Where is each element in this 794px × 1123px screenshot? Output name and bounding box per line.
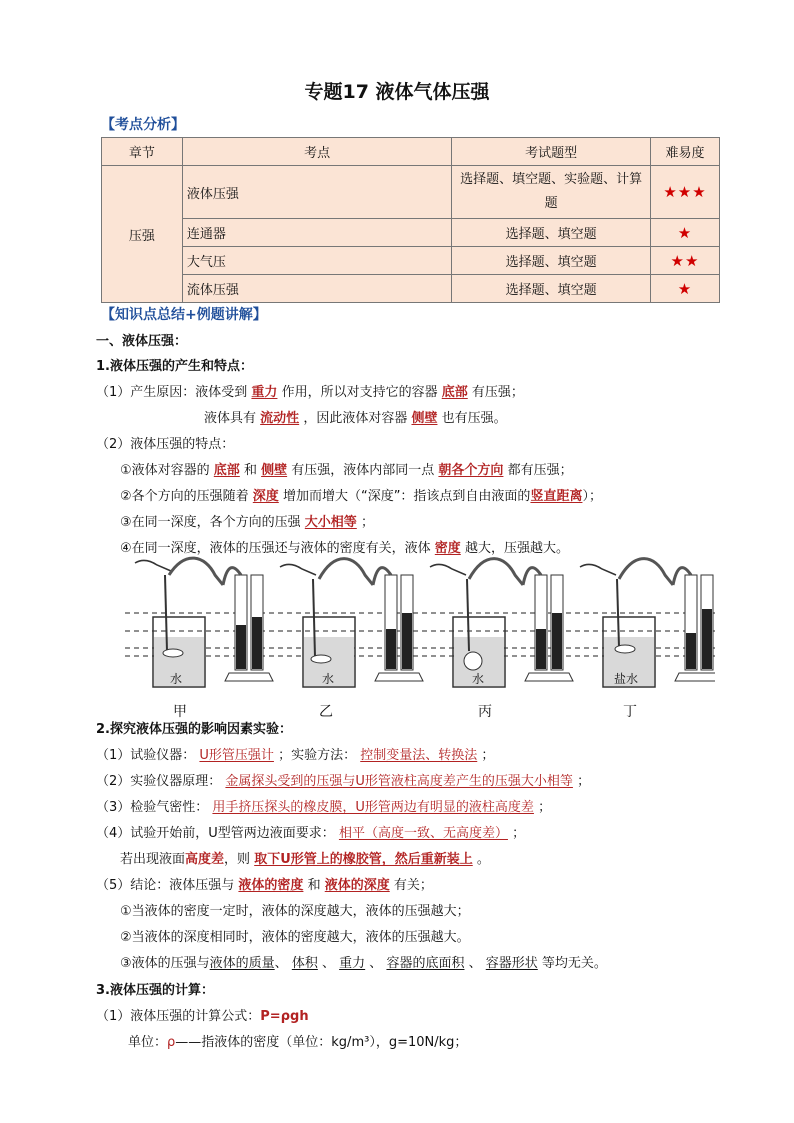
answer-blank: 大小相等 <box>304 515 357 530</box>
text-span: （1）试验仪器： <box>96 748 196 763</box>
table-row <box>102 275 720 303</box>
heading-liquid-pressure: 一、液体压强： <box>96 334 188 349</box>
answer-blank: 底部 <box>441 385 468 400</box>
text-line <box>96 384 524 402</box>
symbol-rho: ρ <box>167 1035 176 1050</box>
difficulty-stars: ★ <box>651 275 720 303</box>
setup-bing <box>430 559 573 687</box>
table-header-row <box>102 138 720 166</box>
text-line <box>96 1008 309 1026</box>
answer-blank: 密度 <box>434 541 461 556</box>
answer-blank: 侧壁 <box>261 463 288 478</box>
answer-blank: 控制变量法、转换法 <box>360 748 478 763</box>
text-line <box>128 1034 467 1052</box>
chapter-cell: 压强 <box>102 166 183 303</box>
answer-blank: 流动性 <box>260 411 300 426</box>
answer-blank: 液体的深度 <box>324 878 390 893</box>
section-heading-summary: 【知识点总结+例题讲解】 <box>101 307 267 323</box>
setup-jia <box>135 558 273 687</box>
type-cell: 选择题、填空题 <box>452 247 651 275</box>
type-cell <box>452 166 651 219</box>
text-line <box>96 799 551 817</box>
section-heading-analysis: 【考点分析】 <box>101 117 185 133</box>
type-line: 选择题、填空题、实验题、计算 <box>460 172 643 187</box>
text-span: 越大，压强越大。 <box>464 541 569 556</box>
text-span: 也有压强。 <box>441 411 507 426</box>
text-line <box>120 955 607 973</box>
text-span: 、 <box>321 956 335 971</box>
text-line <box>204 410 507 428</box>
text-span: 有关； <box>393 878 433 893</box>
text-span: 等均无关。 <box>541 956 607 971</box>
text-span: 、 <box>369 956 383 971</box>
text-span: ； <box>512 826 526 841</box>
text-span: ； <box>360 515 374 530</box>
difficulty-stars: ★★ <box>651 247 720 275</box>
answer-blank: 金属探头受到的压强与U形管液柱高度差产生的压强大小相等 <box>225 774 573 789</box>
text-span: （3）检验气密性： <box>96 800 209 815</box>
formula: P=ρgh <box>260 1009 309 1024</box>
probe <box>163 649 183 657</box>
table-row <box>102 247 720 275</box>
text-span: 单位： <box>128 1035 168 1050</box>
text-line: ①当液体的密度一定时，液体的深度越大，液体的压强越大； <box>120 904 470 919</box>
figure-label-yi: 乙 <box>319 704 333 720</box>
pressure-gauge-figure <box>125 555 715 720</box>
text-span: 有压强； <box>471 385 524 400</box>
answer-blank: 取下U形管上的橡胶管，然后重新装上 <box>254 852 473 867</box>
table-row <box>102 166 720 219</box>
text-span: ②各个方向的压强随着 <box>120 489 249 504</box>
text-span: 、 <box>468 956 482 971</box>
answer-blank: 重力 <box>339 956 366 971</box>
text-line <box>96 877 433 895</box>
point-cell: 大气压 <box>182 247 451 275</box>
difficulty-stars: ★★★ <box>651 166 720 219</box>
text-line <box>120 514 374 532</box>
subheading-origin: 1.液体压强的产生和特点： <box>96 359 253 374</box>
text-line <box>96 773 590 791</box>
answer-blank: 高度差 <box>185 852 225 867</box>
text-span: （1）液体压强的计算公式： <box>96 1009 261 1024</box>
point-cell: 液体压强 <box>182 166 451 219</box>
setup-yi <box>280 559 423 687</box>
type-cell: 选择题、填空题 <box>452 275 651 303</box>
answer-blank: 侧壁 <box>411 411 438 426</box>
probe <box>311 655 331 663</box>
table-row <box>102 219 720 247</box>
text-span: 增加而增大（“深度”：指该点到自由液面的 <box>282 489 531 504</box>
text-span: 。 <box>476 852 490 867</box>
text-line <box>120 488 602 506</box>
text-span: ①液体对容器的 <box>120 463 210 478</box>
text-span: ③在同一深度，各个方向的压强 <box>120 515 301 530</box>
page-title: 专题17 液体气体压强 <box>304 81 490 103</box>
gauge-base <box>225 673 273 681</box>
text-span: 、 <box>274 956 288 971</box>
text-span: 液体具有 <box>204 411 257 426</box>
text-span: （5）结论：液体压强与 <box>96 878 235 893</box>
figure-label-bing: 丙 <box>478 704 492 720</box>
answer-blank: 容器的底面积 <box>386 956 465 971</box>
text-line <box>96 747 494 765</box>
point-cell: 连通器 <box>182 219 451 247</box>
type-line: 题 <box>544 196 558 211</box>
gauge-base <box>375 673 423 681</box>
text-span: ； <box>577 774 591 789</box>
figure-label-ding: 丁 <box>623 704 637 720</box>
setup-ding <box>580 559 715 687</box>
text-span: 若出现液面 <box>120 852 186 867</box>
text-span: ④在同一深度，液体的压强还与液体的密度有关，液体 <box>120 541 431 556</box>
point-cell: 流体压强 <box>182 275 451 303</box>
answer-blank: 体积 <box>291 956 318 971</box>
text-line: ②当液体的深度相同时，液体的密度越大，液体的压强越大。 <box>120 930 470 945</box>
answer-blank: 用手挤压探头的橡皮膜，U形管两边有明显的液柱高度差 <box>212 800 534 815</box>
table-header-cell: 考试题型 <box>452 138 651 166</box>
gauge-base <box>525 673 573 681</box>
hand-icon <box>280 564 316 575</box>
answer-blank: 底部 <box>213 463 240 478</box>
text-span: ，则 <box>224 852 251 867</box>
text-span: （4）试验开始前，U型管两边液面要求： <box>96 826 335 841</box>
difficulty-stars: ★ <box>651 219 720 247</box>
answer-blank: U形管压强计 <box>199 748 274 763</box>
text-span: ）； <box>582 489 602 504</box>
subheading-experiment: 2.探究液体压强的影响因素实验： <box>96 722 292 737</box>
text-span: （2）实验仪器原理： <box>96 774 222 789</box>
type-cell: 选择题、填空题 <box>452 219 651 247</box>
answer-blank: 重力 <box>251 385 278 400</box>
answer-blank: 深度 <box>252 489 279 504</box>
text-line <box>120 851 490 869</box>
liquid-label: 水 <box>170 672 183 686</box>
text-line <box>96 825 525 843</box>
text-span: ； <box>538 800 552 815</box>
text-line: （2）液体压强的特点： <box>96 437 235 452</box>
liquid-label: 盐水 <box>614 672 639 686</box>
table-header-cell: 考点 <box>182 138 451 166</box>
text-line <box>120 462 573 480</box>
text-span: 和 <box>243 463 257 478</box>
subheading-calculation: 3.液体压强的计算： <box>96 983 214 998</box>
text-span: ； <box>481 748 495 763</box>
hand-icon <box>580 564 616 575</box>
text-span: （1）产生原因：液体受到 <box>96 385 248 400</box>
liquid-label: 水 <box>472 672 485 686</box>
gauge-base <box>675 673 715 681</box>
probe <box>615 645 635 653</box>
answer-blank: 相平（高度一致、无高度差） <box>338 826 508 841</box>
answer-blank: 朝各个方向 <box>438 463 504 478</box>
table-header-cell: 难易度 <box>651 138 720 166</box>
text-span: 都有压强； <box>507 463 573 478</box>
hand-icon <box>430 564 466 575</box>
answer-blank: 容器形状 <box>485 956 538 971</box>
liquid-label: 水 <box>322 672 335 686</box>
hand-icon <box>135 560 171 571</box>
table-header-cell: 章节 <box>102 138 183 166</box>
answer-blank: 液体的质量 <box>209 956 275 971</box>
text-span: ③液体的压强与 <box>120 956 210 971</box>
answer-blank: 竖直距离 <box>530 489 583 504</box>
text-span: ；实验方法： <box>278 748 357 763</box>
figure-label-jia: 甲 <box>173 704 187 720</box>
text-span: ——指液体的密度（单位：kg/m³），g=10N/kg； <box>175 1035 468 1050</box>
text-span: ，因此液体对容器 <box>303 411 408 426</box>
text-span: 作用，所以对支持它的容器 <box>281 385 438 400</box>
text-span: 和 <box>307 878 321 893</box>
answer-blank: 液体的密度 <box>238 878 304 893</box>
probe <box>464 652 482 670</box>
exam-points-table <box>101 137 720 303</box>
text-span: 有压强，液体内部同一点 <box>291 463 435 478</box>
